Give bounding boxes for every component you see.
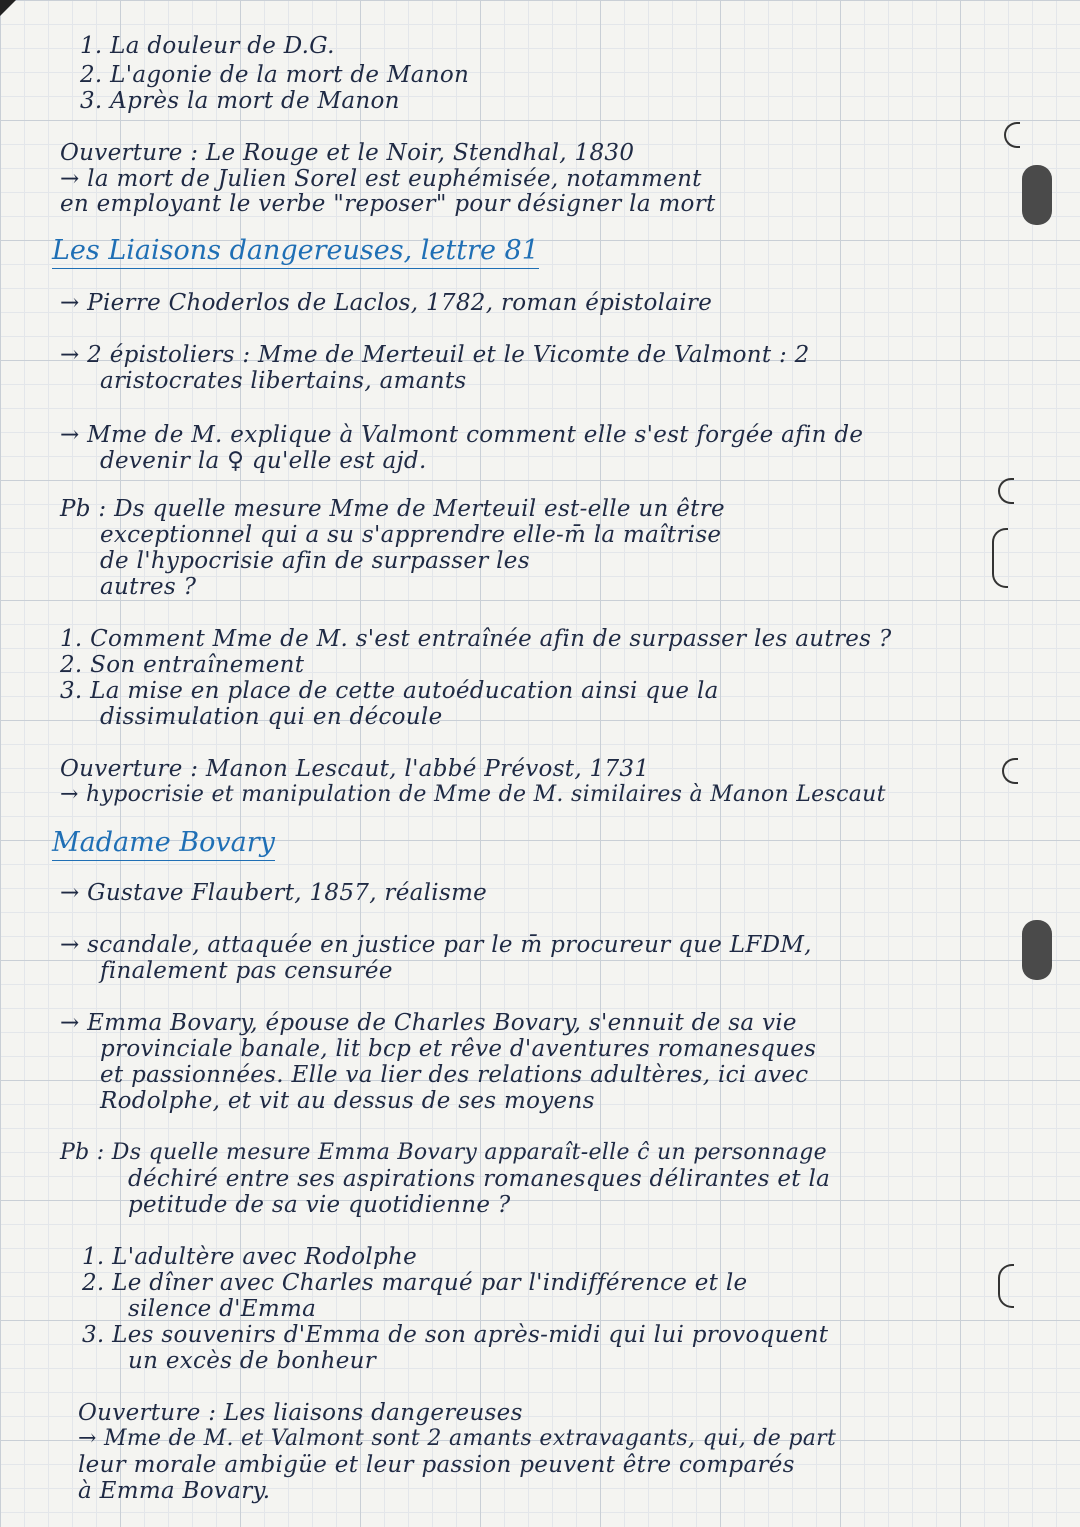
note-line: provinciale banale, lit bcp et rêve d'aventures romanesques [100, 1036, 817, 1062]
plan-item: 3. La mise en place de cette autoéducation ainsi que la [60, 678, 719, 704]
plan-item: silence d'Emma [128, 1296, 317, 1322]
page-corner [0, 0, 16, 16]
ouverture-line: leur morale ambigüe et leur passion peuvent être comparés [78, 1452, 795, 1478]
plan-item: 2. Le dîner avec Charles marqué par l'indifférence et le [82, 1270, 748, 1296]
problem-line: Pb : Ds quelle mesure Mme de Merteuil est-elle un être [60, 496, 725, 522]
plan-item: 2. L'agonie de la mort de Manon [80, 62, 470, 88]
note-line: → Mme de M. explique à Valmont comment elle s'est forgée afin de [60, 422, 864, 448]
ouverture-line: Ouverture : Les liaisons dangereuses [78, 1400, 523, 1426]
note-line: → 2 épistoliers : Mme de Merteuil et le Vicomte de Valmont : 2 [60, 342, 810, 368]
plan-item: 2. Son entraînement [60, 652, 305, 678]
section-title: Madame Bovary [52, 828, 275, 861]
ouverture-line: → la mort de Julien Sorel est euphémisée, notamment [60, 166, 702, 192]
ouverture-line: Ouverture : Manon Lescaut, l'abbé Prévost, 1731 [60, 756, 650, 782]
plan-item: 1. La douleur de D.G. [80, 33, 335, 59]
note-line: Rodolphe, et vit au dessus de ses moyens [100, 1088, 595, 1114]
ouverture-line: en employant le verbe "reposer" pour désigner la mort [60, 191, 716, 217]
problem-line: de l'hypocrisie afin de surpasser les [100, 548, 530, 574]
ouverture-line: Ouverture : Le Rouge et le Noir, Stendhal, 1830 [60, 140, 635, 166]
plan-item: 1. L'adultère avec Rodolphe [82, 1244, 418, 1270]
problem-line: déchiré entre ses aspirations romanesques délirantes et la [128, 1166, 831, 1192]
plan-item: un excès de bonheur [128, 1348, 377, 1374]
note-line: aristocrates libertains, amants [100, 368, 467, 394]
note-line: → Gustave Flaubert, 1857, réalisme [60, 880, 488, 906]
ouverture-line: → hypocrisie et manipulation de Mme de M. similaires à Manon Lescaut [60, 782, 886, 807]
ouverture-line: à Emma Bovary. [78, 1478, 271, 1504]
plan-item: 1. Comment Mme de M. s'est entraînée afin de surpasser les autres ? [60, 626, 892, 652]
plan-item: dissimulation qui en découle [100, 704, 443, 730]
problem-line: petitude de sa vie quotidienne ? [128, 1192, 511, 1218]
plan-item: 3. Les souvenirs d'Emma de son après-midi qui lui provoquent [82, 1322, 829, 1348]
plan-item: 3. Après la mort de Manon [80, 88, 400, 114]
section-title: Les Liaisons dangereuses, lettre 81 [52, 236, 539, 269]
problem-line: autres ? [100, 574, 197, 600]
note-line: → Pierre Choderlos de Laclos, 1782, roman épistolaire [60, 290, 713, 316]
note-line: → Emma Bovary, épouse de Charles Bovary, s'ennuit de sa vie [60, 1010, 797, 1036]
note-line: finalement pas censurée [100, 958, 393, 984]
problem-line: exceptionnel qui a su s'apprendre elle-m̄ la maîtrise [100, 522, 722, 548]
problem-line: Pb : Ds quelle mesure Emma Bovary apparaît-elle ĉ un personnage [60, 1140, 827, 1165]
ouverture-line: → Mme de M. et Valmont sont 2 amants extravagants, qui, de part [78, 1426, 837, 1451]
note-line: devenir la ♀ qu'elle est ajd. [100, 448, 427, 474]
note-line: et passionnées. Elle va lier des relations adultères, ici avec [100, 1062, 809, 1088]
note-line: → scandale, attaquée en justice par le m̄ procureur que LFDM, [60, 932, 812, 958]
